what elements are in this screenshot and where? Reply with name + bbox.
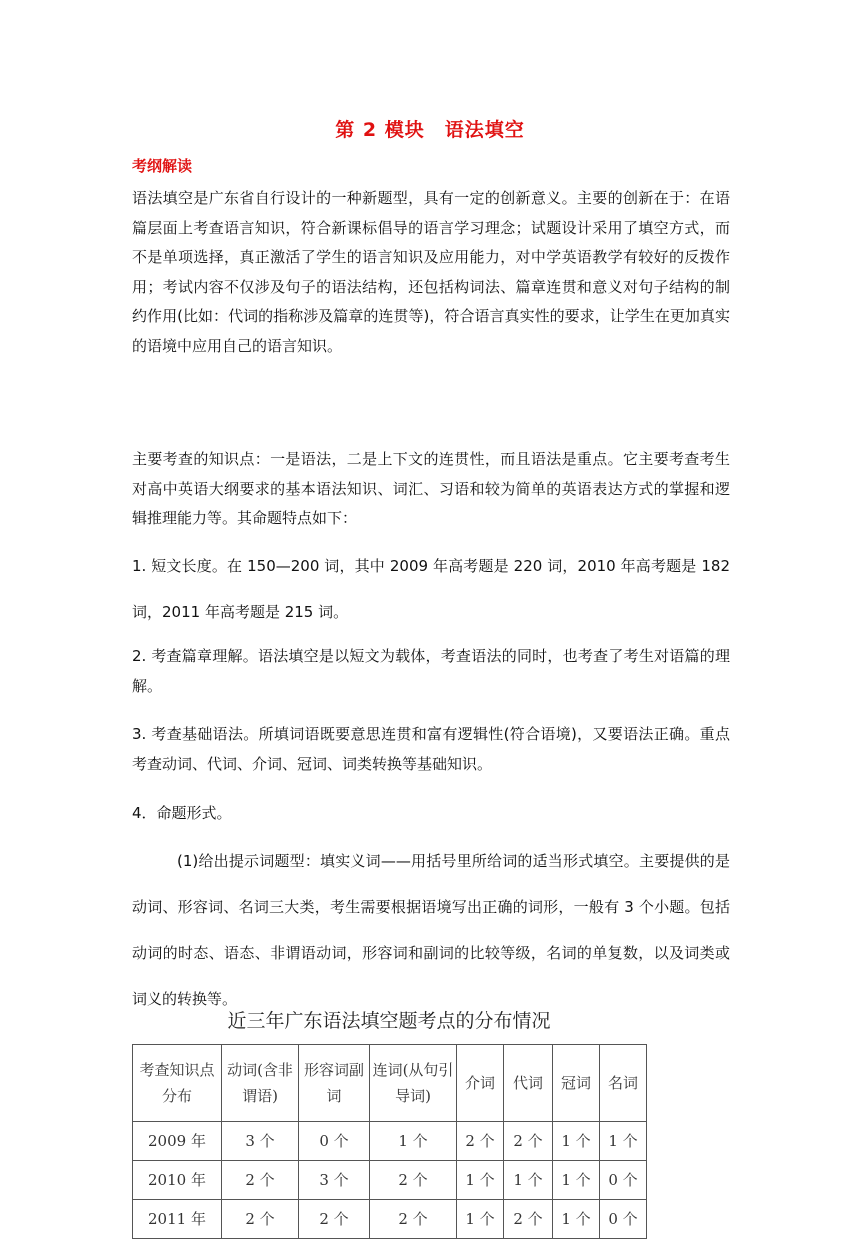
- sub-point-1-text: (1)给出提示词题型：填实义词——用括号里所给词的适当形式填空。主要提供的是动词、形容词、名词三大类，考生需要根据语境写出正确的词形，一般有 3 个小题。包括动词的时态、语态、非谓语动词，形容词和副词的比较等级，名词的单复数，以及词类或词义的转换等。: [132, 852, 730, 1008]
- point-2: [132, 642, 730, 701]
- table-cell: 2 个: [370, 1161, 457, 1200]
- table-cell: 1 个: [504, 1161, 553, 1200]
- point-1: [132, 543, 730, 635]
- table-cell: 2 个: [299, 1200, 370, 1239]
- table-cell: 2 个: [504, 1122, 553, 1161]
- point-4: [132, 799, 730, 829]
- knowledge-paragraph: [132, 445, 730, 534]
- header-cell: 考查知识点分布: [133, 1045, 222, 1122]
- table-cell: 2 个: [504, 1200, 553, 1239]
- table-cell: 0 个: [600, 1200, 647, 1239]
- table-cell: 2 个: [457, 1122, 504, 1161]
- table-cell: 3 个: [299, 1161, 370, 1200]
- point-3: [132, 720, 730, 779]
- header-cell: 冠词: [553, 1045, 600, 1122]
- table-cell: 0 个: [299, 1122, 370, 1161]
- knowledge-text: 主要考查的知识点：一是语法，二是上下文的连贯性，而且语法是重点。它主要考查考生对高中英语大纲要求的基本语法知识、词汇、习语和较为简单的英语表达方式的掌握和逻辑推理能力等。其命题特点如下：: [132, 450, 730, 527]
- table-cell: 0 个: [600, 1161, 647, 1200]
- table-row: [133, 1122, 647, 1161]
- table-cell: 1 个: [553, 1200, 600, 1239]
- table-title: 近三年广东语法填空题考点的分布情况: [227, 1010, 551, 1032]
- point-4-text: 4．命题形式。: [132, 804, 232, 822]
- table-row: [133, 1200, 647, 1239]
- table-cell: 1 个: [553, 1122, 600, 1161]
- module-title: 第 2 模块 语法填空: [335, 119, 525, 141]
- table-cell: 2 个: [222, 1200, 299, 1239]
- header-cell: 代词: [504, 1045, 553, 1122]
- table-cell: 2009 年: [133, 1122, 222, 1161]
- point-1-text: 1. 短文长度。在 150—200 词，其中 2009 年高考题是 220 词，2010 年高考题是 182 词，2011 年高考题是 215 词。: [132, 557, 730, 621]
- table-cell: 2 个: [370, 1200, 457, 1239]
- table-cell: 1 个: [600, 1122, 647, 1161]
- point-3-text: 3. 考查基础语法。所填词语既要意思连贯和富有逻辑性(符合语境)，又要语法正确。重点考查动词、代词、介词、冠词、词类转换等基础知识。: [132, 725, 730, 773]
- table-cell: 2011 年: [133, 1200, 222, 1239]
- point-2-text: 2. 考查篇章理解。语法填空是以短文为载体，考查语法的同时，也考查了考生对语篇的理解。: [132, 647, 730, 695]
- intro-paragraph: [132, 184, 730, 361]
- table-cell: 1 个: [457, 1161, 504, 1200]
- header-cell: 动词(含非谓语): [222, 1045, 299, 1122]
- section-heading: 考纲解读: [132, 157, 193, 175]
- intro-text: 语法填空是广东省自行设计的一种新题型，具有一定的创新意义。主要的创新在于：在语篇层面上考查语言知识，符合新课标倡导的语言学习理念；试题设计采用了填空方式，而不是单项选择，真正激活了学生的语言知识及应用能力，对中学英语教学有较好的反拨作用；考试内容不仅涉及句子的语法结构，还包括构词法、篇章连贯和意义对句子结构的制约作用(比如：代词的指称涉及篇章的连贯等)，符合语言真实性的要求，让学生在更加真实的语境中应用自己的语言知识。: [132, 189, 730, 355]
- table-header-row: [133, 1045, 647, 1122]
- header-cell: 连词(从句引导词): [370, 1045, 457, 1122]
- table-cell: 2 个: [222, 1161, 299, 1200]
- header-cell: 介词: [457, 1045, 504, 1122]
- sub-point-1: [132, 838, 730, 1022]
- table-cell: 3 个: [222, 1122, 299, 1161]
- distribution-table: [132, 1044, 647, 1239]
- table-cell: 1 个: [553, 1161, 600, 1200]
- table-cell: 1 个: [457, 1200, 504, 1239]
- table-cell: 2010 年: [133, 1161, 222, 1200]
- table-row: [133, 1161, 647, 1200]
- table-cell: 1 个: [370, 1122, 457, 1161]
- header-cell: 名词: [600, 1045, 647, 1122]
- header-cell: 形容词副词: [299, 1045, 370, 1122]
